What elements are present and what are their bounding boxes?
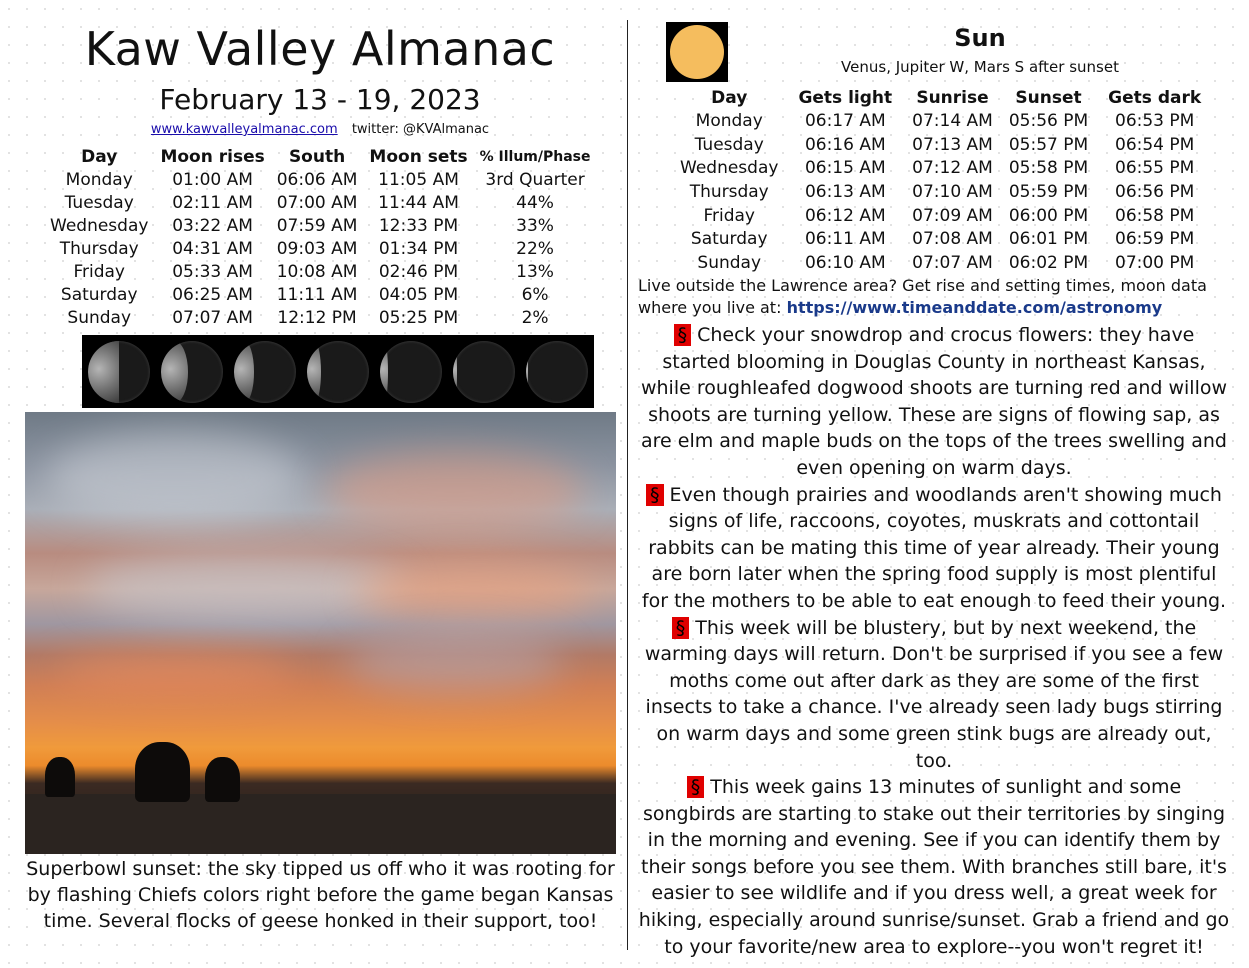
location-note-text: Live outside the Lawrence area? Get rise and setting times, moon data where you live at:: [638, 276, 1207, 317]
table-cell: 6%: [521, 284, 549, 305]
sun-table-row: [672, 133, 1213, 157]
table-cell: 05:58 PM: [1008, 158, 1089, 179]
table-cell: Tuesday: [64, 192, 134, 213]
table-cell: 05:33 AM: [172, 261, 253, 282]
table-cell: Sunday: [67, 307, 132, 328]
table-cell: 07:14 AM: [912, 110, 993, 131]
table-cell: 01:34 PM: [378, 238, 459, 259]
planets-note: Venus, Jupiter W, Mars S after sunset: [841, 58, 1119, 76]
table-cell: 06:11 AM: [804, 229, 886, 250]
table-cell: Thursday: [59, 238, 139, 259]
moon-phase-strip: [82, 335, 594, 408]
table-cell: 07:12 AM: [912, 158, 993, 179]
table-cell: 06:01 PM: [1008, 229, 1089, 250]
sun-table-header: [672, 87, 1213, 109]
moon-table-row: [44, 191, 597, 214]
table-cell: 07:07 AM: [172, 307, 253, 328]
note-paragraph: [638, 482, 1230, 615]
moon-table: [44, 146, 597, 329]
table-cell: Sunday: [697, 252, 762, 273]
sun-table-row: [672, 204, 1213, 228]
sun-table-row: [672, 156, 1213, 180]
table-cell: 06:12 AM: [804, 205, 886, 226]
table-cell: 11:05 AM: [378, 169, 459, 190]
twitter-handle: twitter: @KVAlmanac: [351, 122, 490, 137]
table-cell: 05:25 PM: [378, 307, 459, 328]
table-cell: 2%: [521, 307, 549, 328]
table-cell: 11:11 AM: [276, 284, 358, 305]
sun-table-row: [672, 227, 1213, 251]
table-cell: 06:10 AM: [804, 252, 886, 273]
table-cell: 06:15 AM: [804, 158, 886, 179]
table-cell: Wednesday: [680, 158, 779, 179]
table-cell: 12:33 PM: [378, 215, 459, 236]
date-range: February 13 - 19, 2023: [159, 83, 481, 116]
column-header: Day: [711, 88, 748, 108]
table-cell: 06:17 AM: [804, 110, 886, 131]
note-text: This week gains 13 minutes of sunlight and some songbirds are starting to stake out their territories by singing in the morning and evening. See if you can identify them by their songs before you see them. With branches still bare, it's easier to see wildlife and if you dress well, a great week for hiking, especially around sunrise/sunset. Grab a friend and go to your favorite/new area to explore--you won't regret it!: [638, 776, 1230, 958]
table-cell: 07:09 AM: [912, 205, 993, 226]
sun-table-row: [672, 109, 1213, 133]
table-cell: 02:46 PM: [378, 261, 459, 282]
moon-table-row: [44, 306, 597, 329]
table-cell: 01:00 AM: [172, 169, 253, 190]
table-cell: Monday: [695, 110, 763, 131]
website-link[interactable]: www.kawvalleyalmanac.com: [150, 122, 338, 137]
table-cell: 22%: [516, 238, 554, 259]
table-cell: 06:25 AM: [172, 284, 253, 305]
section-mark-icon: §: [672, 617, 690, 639]
table-cell: 07:10 AM: [912, 181, 993, 202]
sun-title: Sun: [954, 24, 1006, 52]
moon-table-row: [44, 168, 597, 191]
section-mark-icon: §: [674, 324, 692, 346]
table-cell: Tuesday: [694, 134, 764, 155]
photo-caption: Superbowl sunset: the sky tipped us off who it was rooting for by flashing Chiefs colors right before the game began Kansas time. Several flocks of geese honked in their support, too!: [26, 858, 615, 932]
table-cell: Thursday: [689, 181, 769, 202]
column-header: South: [288, 147, 346, 167]
table-cell: 05:57 PM: [1008, 134, 1089, 155]
table-cell: 07:08 AM: [912, 229, 993, 250]
table-cell: 03:22 AM: [172, 215, 253, 236]
moon-phase-icon: [307, 341, 369, 403]
sun-table-row: [672, 180, 1213, 204]
moon-phase-icon: [453, 341, 515, 403]
table-cell: 05:56 PM: [1008, 110, 1089, 131]
moon-table-row: [44, 283, 597, 306]
table-cell: 09:03 AM: [276, 238, 358, 259]
table-cell: 07:00 AM: [276, 192, 358, 213]
moon-table-row: [44, 214, 597, 237]
location-note: [638, 275, 1228, 319]
note-text: Even though prairies and woodlands aren't showing much signs of life, raccoons, coyotes, muskrats and cottontail rabbits can be mating this time of year already. Their young are born later when the spring food supply is most plentiful for the mothers to be able to eat enough to feed their young.: [641, 483, 1227, 612]
table-cell: 06:06 AM: [276, 169, 358, 190]
moon-table-row: [44, 237, 597, 260]
column-divider: [627, 20, 628, 950]
table-cell: Wednesday: [50, 215, 149, 236]
table-cell: 06:55 PM: [1115, 158, 1195, 179]
moon-phase-icon: [161, 341, 223, 403]
column-header: Gets light: [798, 88, 893, 108]
timeanddate-link[interactable]: https://www.timeanddate.com/astronomy: [786, 298, 1163, 317]
note-text: Check your snowdrop and crocus flowers: they have started blooming in Douglas County in northeast Kansas, while roughleafed dogwood shoots are turning red and willow shoots are turning yellow. These are signs of flowing sap, as are elm and maple buds on the tops of the trees swelling and even opening on warm days.: [640, 324, 1228, 479]
note-paragraph: [638, 615, 1230, 775]
table-cell: 11:44 AM: [378, 192, 459, 213]
table-cell: Saturday: [60, 284, 138, 305]
table-cell: 06:58 PM: [1115, 205, 1195, 226]
moon-phase-icon: [526, 341, 588, 403]
table-cell: 06:54 PM: [1115, 134, 1195, 155]
table-cell: 12:12 PM: [277, 307, 357, 328]
sun-table-row: [672, 251, 1213, 275]
table-cell: 07:13 AM: [912, 134, 993, 155]
sunset-photo: [25, 412, 616, 854]
table-cell: 07:59 AM: [276, 215, 358, 236]
table-cell: Monday: [65, 169, 133, 190]
column-header: Sunrise: [916, 88, 989, 108]
column-header: % Illum/Phase: [479, 149, 591, 165]
moon-phase-icon: [380, 341, 442, 403]
table-cell: 07:00 PM: [1115, 252, 1195, 273]
table-cell: 13%: [516, 261, 554, 282]
table-cell: 04:05 PM: [378, 284, 459, 305]
table-cell: Saturday: [690, 229, 768, 250]
moon-phase-icon: [88, 341, 150, 403]
column-header: Day: [81, 147, 118, 167]
sun-disc: [670, 25, 724, 79]
table-cell: 10:08 AM: [276, 261, 358, 282]
table-cell: 07:07 AM: [912, 252, 993, 273]
table-cell: 44%: [516, 192, 554, 213]
table-cell: 06:00 PM: [1008, 205, 1089, 226]
table-cell: 06:56 PM: [1115, 181, 1195, 202]
almanac-notes: [638, 322, 1230, 960]
table-cell: 05:59 PM: [1008, 181, 1089, 202]
table-cell: 33%: [516, 215, 554, 236]
table-cell: 06:13 AM: [804, 181, 886, 202]
sun-icon: [666, 22, 728, 82]
table-cell: Friday: [73, 261, 125, 282]
table-cell: 06:59 PM: [1115, 229, 1195, 250]
sun-table: [672, 87, 1213, 275]
table-cell: 06:02 PM: [1008, 252, 1089, 273]
column-header: Moon rises: [160, 147, 265, 167]
moon-table-header: [44, 146, 597, 168]
moon-table-row: [44, 260, 597, 283]
table-cell: 3rd Quarter: [485, 169, 585, 190]
note-text: This week will be blustery, but by next weekend, the warming days will return. Don't be surprised if you see a few moths come out after dark as they are some of the first insects to take a chance. I've already seen lady bugs stirring on warm days and some green stink bugs are already out, too.: [644, 616, 1224, 772]
section-mark-icon: §: [687, 776, 705, 798]
table-cell: 04:31 AM: [172, 238, 253, 259]
section-mark-icon: §: [646, 484, 664, 506]
moon-phase-icon: [234, 341, 296, 403]
note-paragraph: [638, 322, 1230, 482]
column-header: Moon sets: [369, 147, 468, 167]
table-cell: 06:16 AM: [804, 134, 886, 155]
table-cell: 02:11 AM: [172, 192, 253, 213]
table-cell: Friday: [703, 205, 755, 226]
header-links: [20, 122, 620, 137]
column-header: Sunset: [1015, 88, 1082, 108]
page-title: Kaw Valley Almanac: [84, 22, 556, 76]
column-header: Gets dark: [1108, 88, 1202, 108]
table-cell: 06:53 PM: [1115, 110, 1195, 131]
note-paragraph: [638, 774, 1230, 960]
